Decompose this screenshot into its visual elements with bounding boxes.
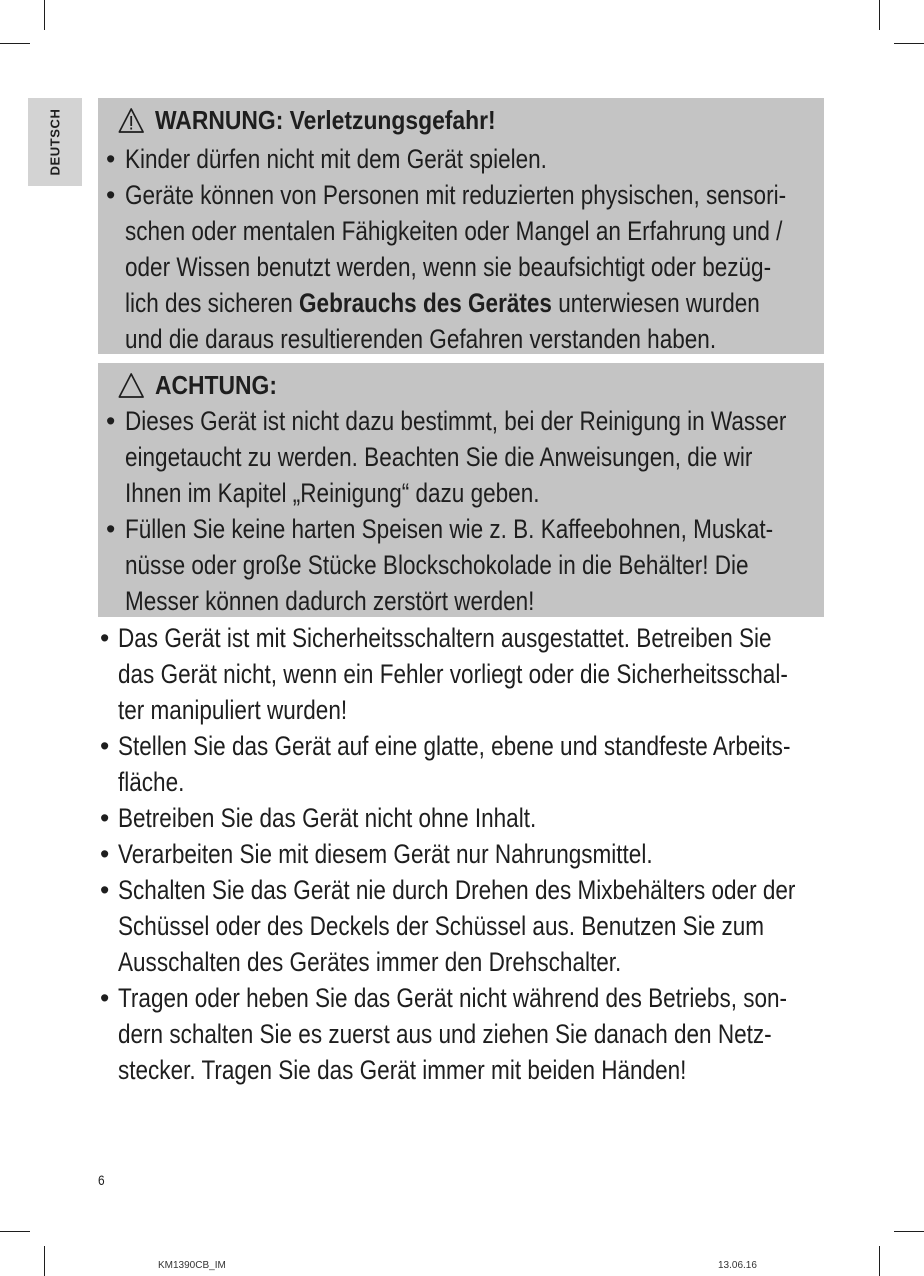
text-segment: eingetaucht zu werden. Beachten Sie die Anweisungen, die wir bbox=[125, 442, 753, 472]
text-line bbox=[118, 1052, 747, 1088]
text-line bbox=[118, 692, 747, 728]
crop-mark bbox=[894, 43, 924, 44]
bullet-dot: • bbox=[100, 875, 110, 905]
bullet-item bbox=[98, 980, 858, 1088]
bullet-item bbox=[98, 872, 858, 980]
bullet-dot: • bbox=[100, 623, 110, 653]
text-line bbox=[125, 583, 719, 619]
caution-title: ACHTUNG: bbox=[154, 370, 277, 400]
bullet-item bbox=[98, 728, 858, 800]
text-segment: Schalten Sie das Gerät nie durch Drehen des Mixbehälters oder der bbox=[118, 875, 796, 905]
text-segment: Messer können dadurch zerstört werden! bbox=[125, 586, 535, 616]
bullet-item bbox=[98, 141, 824, 177]
bullet-item bbox=[98, 177, 824, 357]
crop-mark bbox=[44, 1246, 45, 1276]
caution-triangle-icon bbox=[118, 372, 144, 399]
text-segment: ter manipuliert wurden! bbox=[118, 695, 348, 725]
text-segment: nüsse oder große Stücke Blockschokolade in die Behälter! Die bbox=[125, 550, 749, 580]
bullet-dot: • bbox=[106, 406, 116, 436]
bullet-dot: • bbox=[100, 983, 110, 1013]
text-line bbox=[118, 872, 796, 908]
bullet-item bbox=[98, 403, 824, 511]
warning-triangle-icon bbox=[118, 107, 144, 134]
crop-mark bbox=[894, 1231, 924, 1232]
text-segment: dern schalten Sie es zuerst aus und ziehen Sie danach den Netz- bbox=[118, 1019, 772, 1049]
caution-box bbox=[98, 363, 824, 617]
text-segment: und die daraus resultierenden Gefahren verstanden haben. bbox=[125, 324, 717, 354]
bullet-dot: • bbox=[106, 180, 116, 210]
caution-heading bbox=[118, 370, 277, 400]
bullet-item bbox=[98, 836, 858, 872]
language-label: DEUTSCH bbox=[47, 108, 63, 176]
text-segment: Dieses Gerät ist nicht dazu bestimmt, bei der Reinigung in Wasser bbox=[125, 406, 787, 436]
print-date: 13.06.16 bbox=[718, 1260, 757, 1271]
caution-list bbox=[98, 403, 824, 619]
text-segment: fläche. bbox=[118, 767, 185, 797]
text-line bbox=[125, 141, 719, 177]
text-segment: Verarbeiten Sie mit diesem Gerät nur Nahrungsmittel. bbox=[118, 839, 653, 869]
warning-box bbox=[98, 98, 824, 354]
crop-mark bbox=[879, 1246, 880, 1276]
crop-mark bbox=[879, 0, 880, 30]
text-segment: Das Gerät ist mit Sicherheitsschaltern ausgestattet. Betreiben Sie bbox=[118, 623, 772, 653]
text-segment: Schüssel oder des Deckels der Schüssel aus. Benutzen Sie zum bbox=[118, 911, 765, 941]
text-line bbox=[118, 980, 788, 1016]
text-line bbox=[118, 1016, 772, 1052]
text-segment: stecker. Tragen Sie das Gerät immer mit beiden Händen! bbox=[118, 1055, 687, 1085]
text-line bbox=[125, 321, 719, 357]
text-line bbox=[118, 764, 747, 800]
warning-title: WARNUNG: Verletzungsgefahr! bbox=[154, 105, 496, 135]
text-segment: Betreiben Sie das Gerät nicht ohne Inhalt. bbox=[118, 803, 537, 833]
text-line bbox=[118, 908, 765, 944]
text-line bbox=[118, 620, 772, 656]
bullet-item bbox=[98, 511, 824, 619]
bullet-item bbox=[98, 800, 858, 836]
crop-mark bbox=[44, 0, 45, 30]
text-line bbox=[125, 403, 787, 439]
bullet-dot: • bbox=[100, 803, 110, 833]
text-line bbox=[118, 656, 788, 692]
text-line bbox=[125, 177, 787, 213]
page-number: 6 bbox=[98, 1172, 105, 1188]
text-line bbox=[118, 944, 747, 980]
text-line bbox=[118, 800, 747, 836]
bullet-dot: • bbox=[106, 144, 116, 174]
text-line bbox=[125, 213, 783, 249]
text-segment: oder Wissen benutzt werden, wenn sie beaufsichtigt oder bezüg- bbox=[125, 252, 772, 282]
text-segment: schen oder mentalen Fähigkeiten oder Mangel an Erfahrung und / bbox=[125, 216, 783, 246]
language-tab bbox=[28, 98, 82, 186]
text-line bbox=[125, 285, 760, 321]
document-code: KM1390CB_IM bbox=[158, 1260, 226, 1271]
bullet-item bbox=[98, 620, 858, 728]
text-line bbox=[125, 439, 753, 475]
text-segment: Geräte können von Personen mit reduzierten physischen, sensori- bbox=[125, 180, 787, 210]
bullet-dot: • bbox=[106, 514, 116, 544]
text-segment: Kinder dürfen nicht mit dem Gerät spielen. bbox=[125, 144, 547, 174]
text-line bbox=[125, 249, 772, 285]
bullet-dot: • bbox=[100, 839, 110, 869]
text-segment: unterwiesen wurden bbox=[551, 288, 760, 318]
bullet-dot: • bbox=[100, 731, 110, 761]
safety-instructions-list bbox=[98, 620, 858, 1088]
text-line bbox=[118, 836, 747, 872]
text-segment: lich des sicheren bbox=[125, 288, 300, 318]
warning-heading bbox=[118, 105, 496, 135]
text-line bbox=[118, 728, 791, 764]
warning-list bbox=[98, 141, 824, 357]
text-segment: Ihnen im Kapitel „Reinigung“ dazu geben. bbox=[125, 478, 540, 508]
text-segment: Tragen oder heben Sie das Gerät nicht während des Betriebs, son- bbox=[118, 983, 788, 1013]
text-segment: Gebrauchs des Gerätes bbox=[299, 288, 552, 318]
text-segment: das Gerät nicht, wenn ein Fehler vorliegt oder die Sicherheitsschal- bbox=[118, 659, 788, 689]
text-line bbox=[125, 475, 719, 511]
text-segment: Ausschalten des Gerätes immer den Drehschalter. bbox=[118, 947, 622, 977]
text-line bbox=[125, 511, 774, 547]
crop-mark bbox=[0, 1231, 30, 1232]
crop-mark bbox=[0, 43, 30, 44]
text-segment: Füllen Sie keine harten Speisen wie z. B. Kaffeebohnen, Muskat- bbox=[125, 514, 774, 544]
text-segment: Stellen Sie das Gerät auf eine glatte, ebene und standfeste Arbeits- bbox=[118, 731, 791, 761]
text-line bbox=[125, 547, 749, 583]
